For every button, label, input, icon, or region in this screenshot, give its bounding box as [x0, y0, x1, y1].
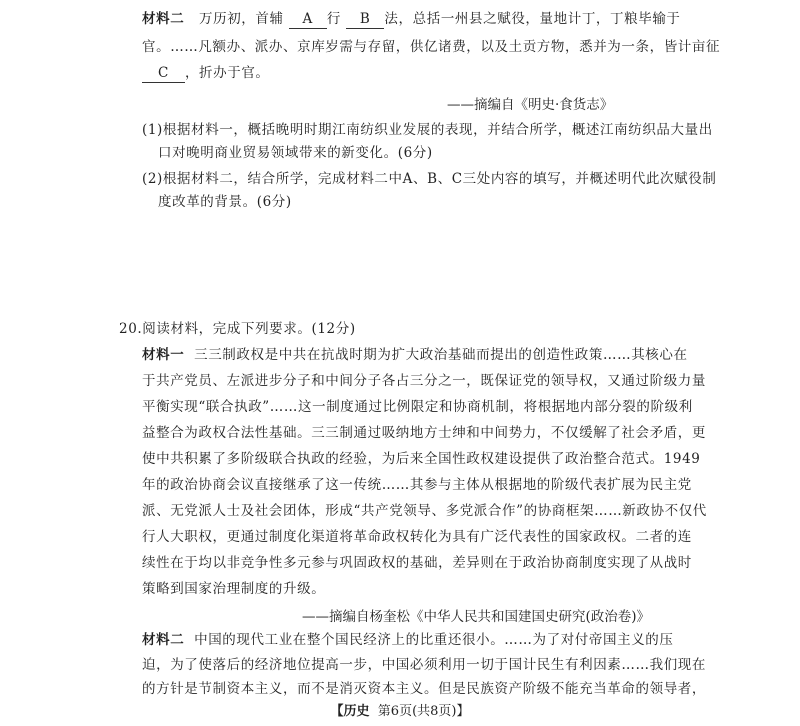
- footer-page-number: 第6页(共8页)】: [377, 704, 470, 719]
- material2b-line-1: 材料二 中国的现代工业在整个国民经济上的比重还很小。……为了对付帝国主义的压: [142, 632, 674, 648]
- question-1-line-1: (1)根据材料一，概括晚明时期江南纺织业发展的表现，并结合所学，概述江南纺织品大量出: [142, 122, 713, 138]
- material2-label: 材料二: [142, 11, 185, 27]
- material2-line-1: 材料二 万历初，首辅 A 行 B 法，总括一州县之赋役，量地计丁，丁粮毕输于: [142, 11, 681, 27]
- material1-line-8: 行人大职权，更通过制度化渠道将革命政权转化为具有广泛代表性的国家政权。二者的连: [142, 529, 692, 545]
- footer-subject: 【历史: [330, 704, 370, 719]
- page-footer: [0, 700, 800, 719]
- material1-line-3: 平衡实现“联合执政”……这一制度通过比例限定和协商机制，将根据地内部分裂的阶级利: [142, 399, 693, 415]
- material1-line-9: 续性在于均以非竞争性多元参与巩固政权的基础，差异则在于政治协商制度实现了从战时: [142, 555, 692, 571]
- material1-line-4: 益整合为政权合法性基础。三三制通过吸纳地方士绅和中间势力，不仅缓解了社会矛盾，更: [142, 425, 706, 441]
- material1-source: ——摘编自杨奎松《中华人民共和国建国史研究(政治卷)》: [302, 609, 651, 625]
- question-20-title: 20.阅读材料，完成下列要求。(12分): [119, 321, 356, 337]
- blank-c: C: [142, 64, 185, 83]
- material2b-line-2: 迫，为了使落后的经济地位提高一步，中国必须利用一切于国计民生有利因素……我们现在: [142, 657, 706, 673]
- material1-line-6: 年的政治协商会议直接继承了这一传统……其参与主体从根据地的阶级代表扩展为民主党: [142, 477, 692, 493]
- material1-label: 材料一: [142, 347, 185, 363]
- material2b-label: 材料二: [142, 632, 185, 648]
- material1-line-10: 策略到国家治理制度的升级。: [142, 581, 326, 597]
- blank-b: B: [346, 10, 385, 29]
- material2-source: ——摘编自《明史·食货志》: [447, 97, 614, 113]
- material1-line-1: 材料一 三三制政权是中共在抗战时期为扩大政治基础而提出的创造性政策……其核心在: [142, 347, 688, 363]
- material2-line-3: C ，折办于官。: [142, 64, 270, 83]
- material2b-line-3: 的方针是节制资本主义，而不是消灭资本主义。但是民族资产阶级不能充当革命的领导者，: [142, 681, 706, 697]
- blank-a: A: [289, 10, 327, 29]
- question-2-line-2: 度改革的背景。(6分): [158, 194, 292, 210]
- material1-line-7: 派、无党派人士及社会团体，形成“共产党领导、多党派合作”的协商框架……新政协不仅代: [142, 503, 707, 519]
- material1-line-5: 使中共积累了多阶级联合执政的经验，为后来全国性政权建设提供了政治整合范式。1949: [142, 451, 701, 467]
- material1-line-2: 于共产党员、左派进步分子和中间分子各占三分之一，既保证党的领导权，又通过阶级力量: [142, 373, 706, 389]
- question-1-line-2: 口对晚明商业贸易领域带来的新变化。(6分): [158, 145, 433, 161]
- material2-line-2: 官。……凡额办、派办、京库岁需与存留，供亿诸费，以及土贡方物，悉并为一条，皆计亩征: [142, 39, 721, 55]
- question-2-line-1: (2)根据材料二，结合所学，完成材料二中A、B、C三处内容的填写，并概述明代此次赋役制: [142, 171, 717, 187]
